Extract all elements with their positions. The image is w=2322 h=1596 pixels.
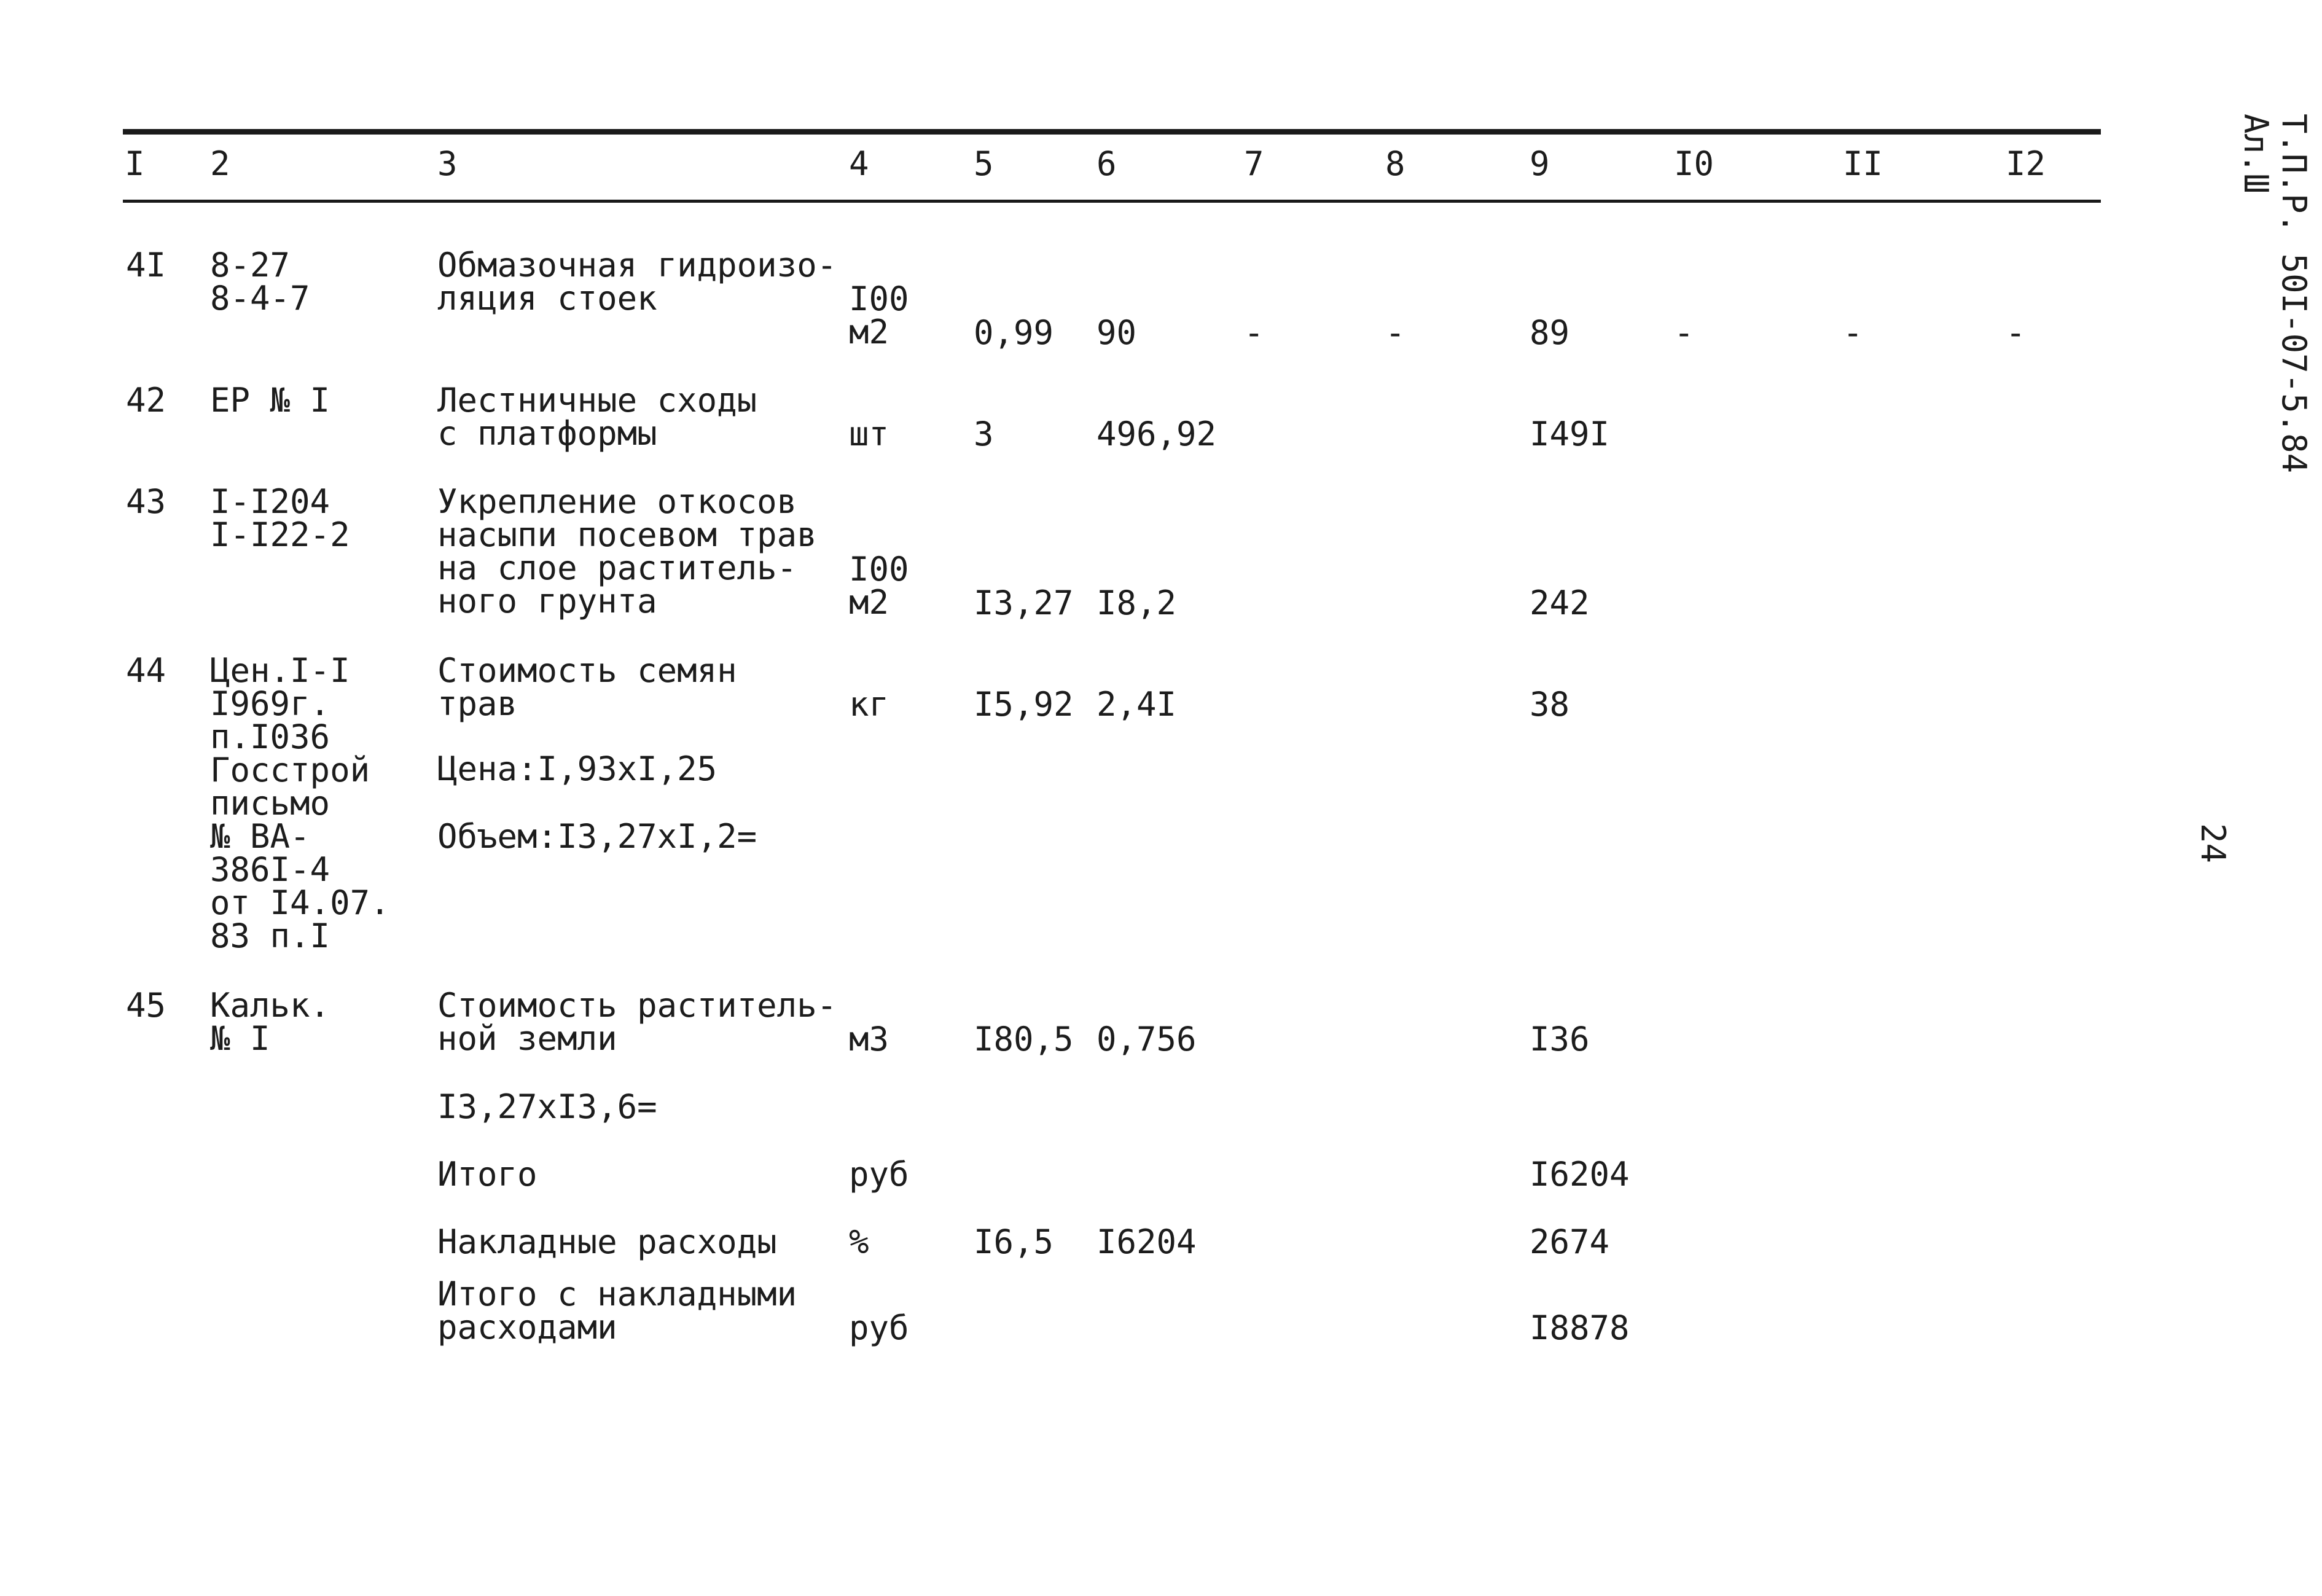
summary-grand-total: I8878 [1530,1308,1630,1347]
row-43-quantity: I3,27 [974,584,1074,622]
summary-subtotal-label: Итого [437,1155,538,1194]
row-45-unit: м3 [849,1020,889,1058]
header-col-2: 2 [210,144,230,183]
row-45-quantity: I80,5 [974,1020,1074,1058]
header-col-5: 5 [974,144,994,183]
summary-overhead-rate: I6,5 [974,1222,1054,1261]
row-43-name: Укрепление откосов насыпи посевом трав на слое раститель- ного грунта [437,482,817,620]
row-45-number: 45 [126,986,166,1025]
summary-overhead-total: 2674 [1530,1222,1610,1261]
header-col-9: 9 [1530,144,1550,183]
row-43-reference: I-I204 I-I22-2 [210,482,350,554]
row-41-col11: - [1843,313,1863,352]
header-col-7: 7 [1244,144,1264,183]
row-42-name: Лестничные сходы с платформы [437,381,757,453]
row-42-quantity: 3 [974,415,994,453]
row-43-total: 242 [1530,584,1590,622]
row-44-price-formula: Цена:I,93хI,25 [437,749,717,788]
row-42-total: I49I [1530,415,1610,453]
row-44-volume-formula: Объем:I3,27хI,2= [437,817,757,856]
row-43-unit: I00 м2 [849,550,909,622]
row-44-number: 44 [126,651,166,690]
row-45-formula: I3,27хI3,6= [437,1087,657,1126]
summary-overhead-base: I6204 [1096,1222,1197,1261]
document-code-stamp [2202,114,2313,473]
header-top-rule [123,129,2101,135]
row-41-price: 90 [1096,313,1137,352]
row-41-col10: - [1674,313,1694,352]
header-col-1: I [125,144,145,183]
row-41-name: Обмазочная гидроизо- ляция стоек [437,246,837,318]
row-42-unit: шт [849,415,889,453]
row-45-price: 0,756 [1096,1020,1197,1058]
row-44-price: 2,4I [1096,685,1177,724]
row-42-reference: ЕР № I [210,381,330,420]
summary-subtotal-unit: руб [849,1155,909,1194]
album-number: Ал.Ш [2237,114,2275,194]
row-44-unit: кг [849,685,889,724]
row-41-col7: - [1244,313,1264,352]
row-45-total: I36 [1530,1020,1590,1058]
row-43-price: I8,2 [1096,584,1177,622]
header-bottom-rule [123,200,2101,203]
row-41-unit: I00 м2 [849,280,909,351]
row-41-total: 89 [1530,313,1570,352]
row-41-number: 4I [126,246,166,284]
row-41-col12: - [2006,313,2026,352]
row-41-col8: - [1385,313,1405,352]
row-44-total: 38 [1530,685,1570,724]
summary-overhead-unit: % [849,1222,869,1261]
row-42-number: 42 [126,381,166,420]
row-45-name: Стоимость раститель- ной земли [437,986,837,1058]
row-45-reference: Кальк. № I [210,986,330,1058]
header-col-10: I0 [1674,144,1714,183]
row-44-quantity: I5,92 [974,685,1074,724]
row-42-price: 496,92 [1096,415,1217,453]
page-number: 24 [2194,823,2232,864]
row-41-quantity: 0,99 [974,313,1054,352]
summary-grand-total-unit: руб [849,1308,909,1347]
summary-subtotal-total: I6204 [1530,1155,1630,1194]
row-44-name: Стоимость семян трав [437,651,737,723]
header-col-3: 3 [437,144,458,183]
row-41-reference: 8-27 8-4-7 [210,246,310,318]
header-col-8: 8 [1385,144,1405,183]
header-col-4: 4 [849,144,869,183]
document-code: Т.П.Р. 50I-07-5.84 [2275,114,2313,474]
header-col-6: 6 [1096,144,1117,183]
summary-overhead-label: Накладные расходы [437,1222,777,1261]
header-col-12: I2 [2006,144,2046,183]
row-43-number: 43 [126,482,166,521]
summary-grand-total-label: Итого с накладными расходами [437,1275,797,1347]
header-col-11: II [1843,144,1883,183]
row-44-reference: Цен.I-I I969г. п.I036 Госстрой письмо № ВА- 386I-4 от I4.07. 83 п.I [210,651,390,955]
